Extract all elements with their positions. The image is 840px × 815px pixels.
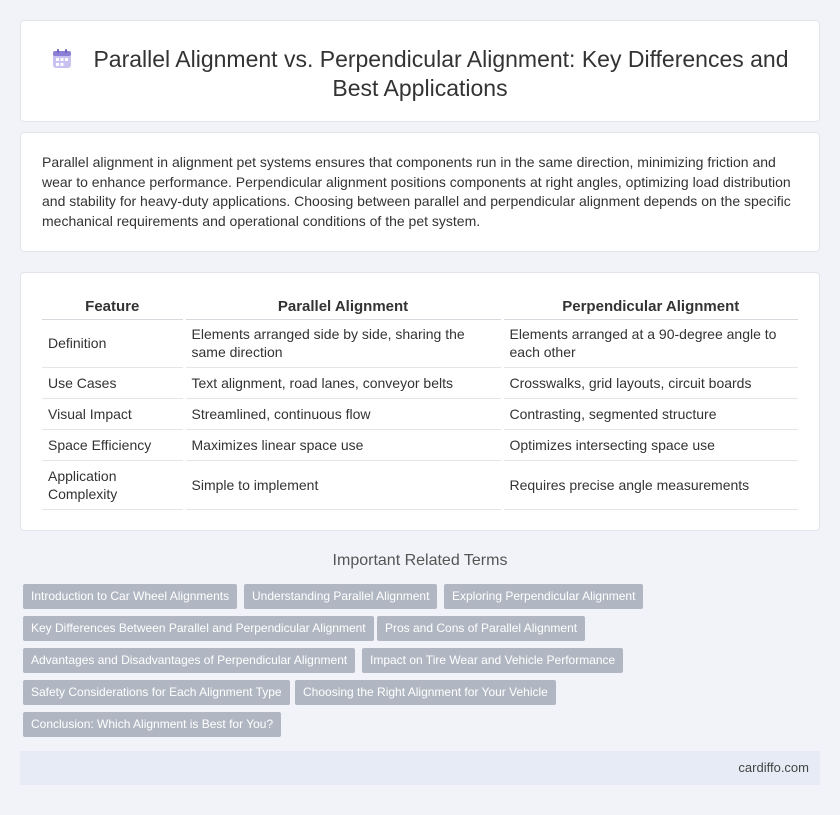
column-header-parallel: Parallel Alignment bbox=[184, 295, 502, 319]
perpendicular-cell: Optimizes intersecting space use bbox=[502, 429, 798, 460]
feature-cell: Visual Impact bbox=[42, 398, 184, 429]
intro-card bbox=[20, 132, 820, 252]
column-header-feature: Feature bbox=[42, 295, 184, 319]
table-row bbox=[42, 460, 798, 509]
table-header-row bbox=[42, 295, 798, 319]
parallel-cell: Streamlined, continuous flow bbox=[184, 398, 502, 429]
related-tag[interactable]: Choosing the Right Alignment for Your Vehicle bbox=[295, 680, 556, 705]
feature-cell: Use Cases bbox=[42, 367, 184, 398]
header-card bbox=[20, 20, 820, 122]
related-tag[interactable]: Understanding Parallel Alignment bbox=[244, 584, 437, 609]
perpendicular-cell: Elements arranged at a 90-degree angle to each other bbox=[502, 319, 798, 367]
parallel-cell: Text alignment, road lanes, conveyor belts bbox=[184, 367, 502, 398]
related-tag[interactable]: Advantages and Disadvantages of Perpendicular Alignment bbox=[23, 648, 355, 673]
feature-cell: Definition bbox=[42, 319, 184, 367]
table-row bbox=[42, 319, 798, 367]
parallel-cell: Elements arranged side by side, sharing the same direction bbox=[184, 319, 502, 367]
related-tag[interactable]: Safety Considerations for Each Alignment Type bbox=[23, 680, 290, 705]
related-tag[interactable]: Conclusion: Which Alignment is Best for You? bbox=[23, 712, 281, 737]
related-tag[interactable]: Exploring Perpendicular Alignment bbox=[444, 584, 643, 609]
footer-site-link[interactable]: cardiffo.com bbox=[738, 760, 809, 775]
footer bbox=[20, 751, 820, 785]
comparison-table bbox=[42, 295, 798, 510]
feature-cell: Application Complexity bbox=[42, 460, 184, 509]
related-tag[interactable]: Impact on Tire Wear and Vehicle Performance bbox=[362, 648, 623, 673]
comparison-card bbox=[20, 272, 820, 531]
title-text: Parallel Alignment vs. Perpendicular Alignment: Key Differences and Best Applications bbox=[93, 46, 789, 101]
intro-paragraph: Parallel alignment in alignment pet systems ensures that components run in the same direction, minimizing friction and wear to enhance performance. Perpendicular alignment positions components at right angles, optimizing load distribution and stability for heavy-duty applications. Choosing between parallel and perpendicular alignment depends on the specific mechanical requirements and operational conditions of the pet system. bbox=[42, 154, 791, 229]
table-row bbox=[42, 429, 798, 460]
page-title bbox=[21, 45, 819, 103]
parallel-cell: Maximizes linear space use bbox=[184, 429, 502, 460]
calendar-icon bbox=[51, 48, 73, 70]
perpendicular-cell: Requires precise angle measurements bbox=[502, 460, 798, 509]
perpendicular-cell: Contrasting, segmented structure bbox=[502, 398, 798, 429]
parallel-cell: Simple to implement bbox=[184, 460, 502, 509]
related-tag[interactable]: Introduction to Car Wheel Alignments bbox=[23, 584, 237, 609]
feature-cell: Space Efficiency bbox=[42, 429, 184, 460]
related-terms-title: Important Related Terms bbox=[332, 552, 508, 569]
column-header-perpendicular: Perpendicular Alignment bbox=[502, 295, 798, 319]
perpendicular-cell: Crosswalks, grid layouts, circuit boards bbox=[502, 367, 798, 398]
related-tag[interactable]: Key Differences Between Parallel and Perpendicular Alignment bbox=[23, 616, 374, 641]
related-tag[interactable]: Pros and Cons of Parallel Alignment bbox=[377, 616, 585, 641]
table-row bbox=[42, 367, 798, 398]
table-row bbox=[42, 398, 798, 429]
